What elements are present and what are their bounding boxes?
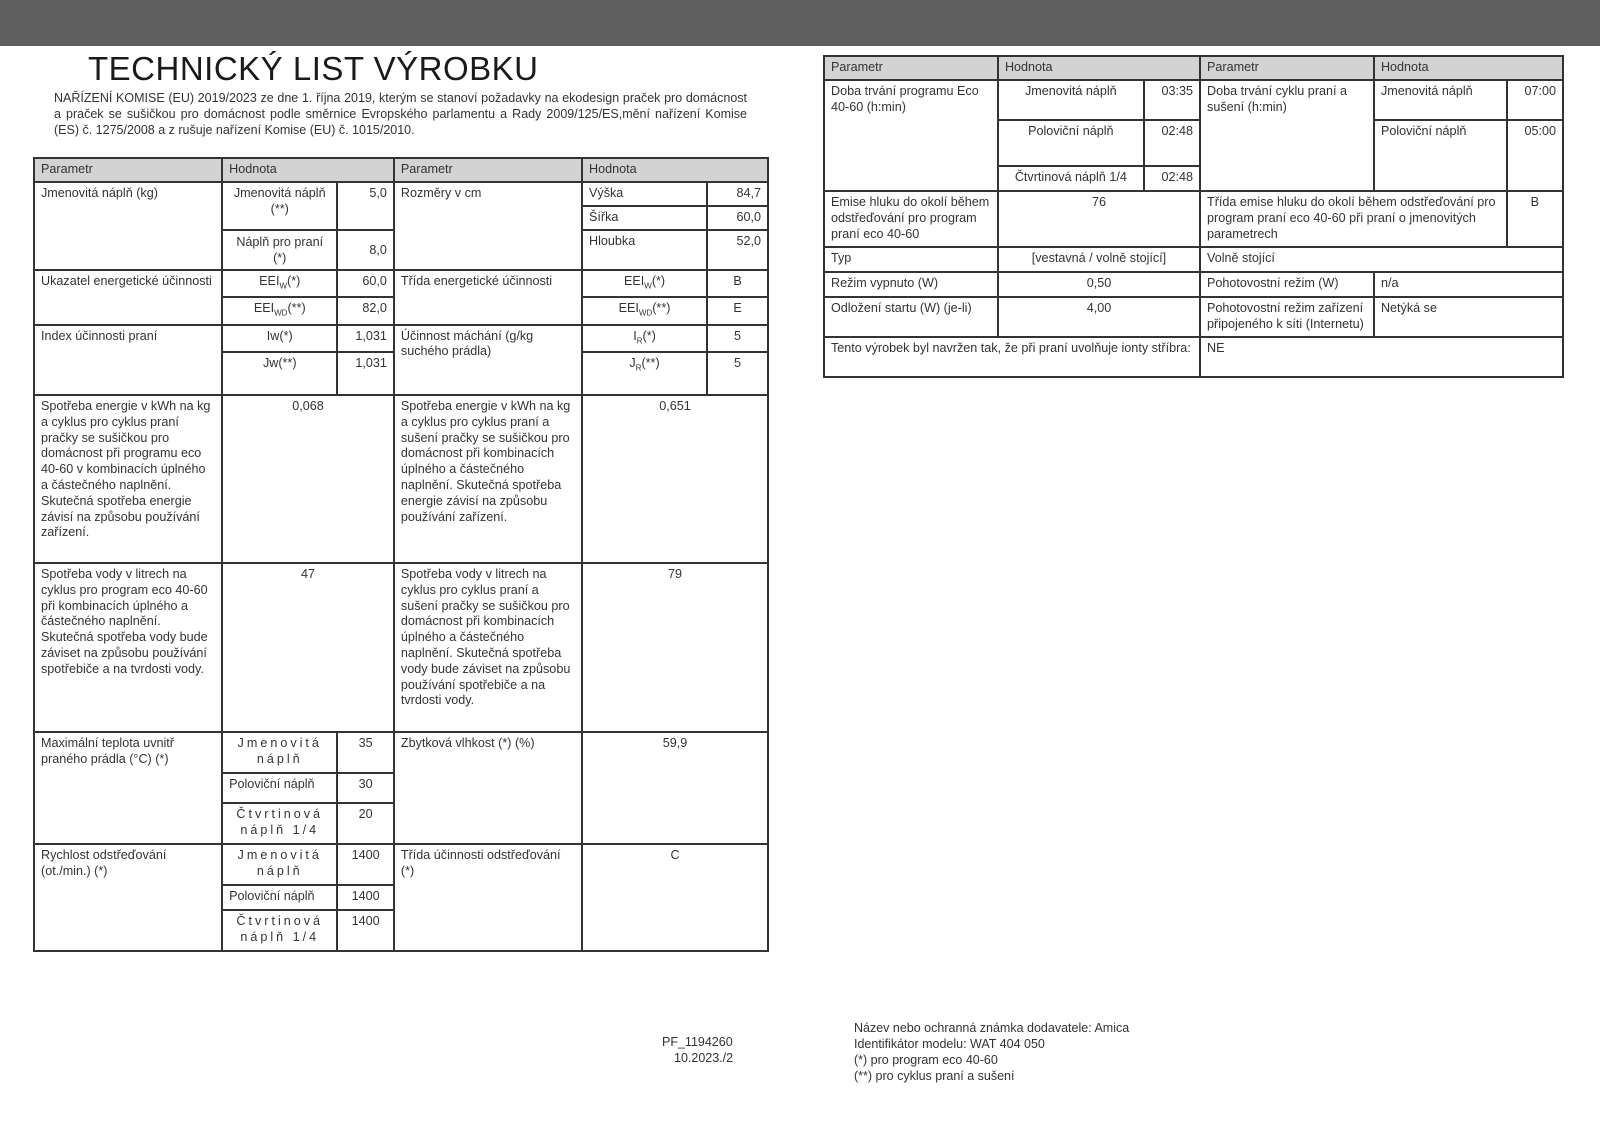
table-row	[824, 272, 1563, 297]
energy-wd-value: 0,651	[582, 395, 768, 563]
table-row	[34, 395, 768, 563]
noise-label: Emise hluku do okolí během odstřeďování pro program praní eco 40-60	[824, 191, 998, 247]
temp-half-label: Poloviční náplň	[222, 773, 337, 803]
eco-duration-label: Doba trvání programu Eco 40-60 (h:min)	[824, 80, 998, 191]
eco-quarter-value: 02:48	[1144, 166, 1200, 191]
ir-label: $I_R(*)$	[582, 325, 707, 352]
spin-rated-value: 1400	[337, 844, 394, 885]
noise-class-value: B	[1507, 191, 1563, 247]
delay-start-value: 4,00	[998, 297, 1200, 337]
spin-half-label: Poloviční náplň	[222, 885, 337, 910]
water-wash-label: Spotřeba vody v litrech na cyklus pro program eco 40-60 při kombinacích úplného a částečného naplnění. Skutečná spotřeba vody bude záviset na způsobu používání spotřebiče a na tvrdosti vody.	[34, 563, 222, 732]
off-mode-value: 0,50	[998, 272, 1200, 297]
silver-ions-label: Tento výrobek byl navržen tak, že při praní uvolňuje ionty stříbra:	[824, 337, 1200, 377]
spin-label: Rychlost odstřeďování (ot./min.) (*)	[34, 844, 222, 951]
energy-wash-label: Spotřeba energie v kWh na kg a cyklus pro cyklus praní pračky se sušičkou pro domácnost při programu eco 40-60 v kombinacích úplného a částečného naplnění. Skutečná spotřeba energie závisí na způsobu používání zařízení.	[34, 395, 222, 563]
eco-rated-value: 03:35	[1144, 80, 1200, 120]
footnote-eco: (*) pro program eco 40-60	[854, 1053, 998, 1067]
eei-wd-label: $EEI_{WD}(**)$	[222, 297, 337, 324]
eco-rated-label: Jmenovitá náplň	[998, 80, 1144, 120]
silver-ions-value: NE	[1200, 337, 1563, 377]
off-mode-label: Režim vypnuto (W)	[824, 272, 998, 297]
height-label: Výška	[582, 182, 707, 206]
dimensions-label: Rozměry v cm	[394, 182, 582, 270]
eco-half-value: 02:48	[1144, 120, 1200, 166]
wd-half-label: Poloviční náplň	[1374, 120, 1507, 191]
type-label: Typ	[824, 247, 998, 272]
temp-quarter-label: Čtvrtinová náplň 1/4	[222, 803, 337, 844]
table-header-row	[34, 158, 768, 182]
header-value: Hodnota	[998, 56, 1200, 80]
rated-capacity-label: Jmenovitá náplň (kg)	[34, 182, 222, 270]
moisture-value: 59,9	[582, 732, 768, 844]
eei-w-label: $EEI_W(*)$	[222, 270, 337, 297]
network-standby-value: Netýká se	[1374, 297, 1563, 337]
energy-wd-label: Spotřeba energie v kWh na kg a cyklus pro cyklus praní a sušení pračky se sušičkou pro domácnost při kombinacích úplného a částečného naplnění. Skutečná spotřeba energie závisí na způsobu používání zařízení.	[394, 395, 582, 563]
delay-start-label: Odložení startu (W) (je-li)	[824, 297, 998, 337]
spin-quarter-value: 1400	[337, 910, 394, 951]
water-wd-value: 79	[582, 563, 768, 732]
footnote-wash-dry: (**) pro cyklus praní a sušení	[854, 1069, 1015, 1083]
jw-label: Jw(**)	[222, 352, 337, 395]
table-row	[34, 732, 768, 773]
noise-value: 76	[998, 191, 1200, 247]
table-row	[824, 337, 1563, 377]
type-value: Volně stojící	[1200, 247, 1563, 272]
wd-duration-label: Doba trvání cyklu praní a sušení (h:min)	[1200, 80, 1374, 191]
header-param-2: Parametr	[1200, 56, 1374, 80]
header-param: Parametr	[824, 56, 998, 80]
depth-value: 52,0	[707, 230, 768, 270]
temp-quarter-value: 20	[337, 803, 394, 844]
energy-class-label: Třída energetické účinnosti	[394, 270, 582, 325]
energy-class-wd-value: E	[707, 297, 768, 324]
height-value: 84,7	[707, 182, 768, 206]
energy-class-wd-label: $EEI_{WD}(**)$	[582, 297, 707, 324]
left-spec-table	[33, 157, 769, 952]
spin-rated-label: Jmenovitá náplň	[222, 844, 337, 885]
standby-label: Pohotovostní režim (W)	[1200, 272, 1374, 297]
temp-rated-value: 35	[337, 732, 394, 773]
table-header-row	[824, 56, 1563, 80]
eei-label: Ukazatel energetické účinnosti	[34, 270, 222, 325]
supplier-info	[854, 1020, 1129, 1084]
right-spec-table	[823, 55, 1564, 378]
table-row	[34, 270, 768, 297]
document-code	[662, 1034, 733, 1066]
table-row	[34, 844, 768, 885]
table-row	[34, 182, 768, 206]
page-title: TECHNICKÝ LIST VÝROBKU	[88, 50, 539, 87]
rated-capacity-dry-value: 8,0	[337, 230, 394, 270]
type-options: [vestavná / volně stojící]	[998, 247, 1200, 272]
spin-class-value: C	[582, 844, 768, 951]
energy-class-w-value: B	[707, 270, 768, 297]
table-row	[824, 297, 1563, 337]
noise-class-label: Třída emise hluku do okolí během odstřeďování pro program praní eco 40-60 při praní o jmenovitých parametrech	[1200, 191, 1507, 247]
header-param: Parametr	[34, 158, 222, 182]
spin-quarter-label: Čtvrtinová náplň 1/4	[222, 910, 337, 951]
eei-wd-value: 82,0	[337, 297, 394, 324]
energy-class-w-label: $EEI_W(*)$	[582, 270, 707, 297]
rated-capacity-dry-label: Náplň pro praní (*)	[222, 230, 337, 270]
revision-date: 10.2023./2	[674, 1051, 734, 1065]
temp-rated-label: Jmenovitá náplň	[222, 732, 337, 773]
rated-capacity-wash-value: 5,0	[337, 182, 394, 230]
energy-wash-value: 0,068	[222, 395, 394, 563]
jr-value: 5	[707, 352, 768, 395]
eei-w-value: 60,0	[337, 270, 394, 297]
wd-half-value: 05:00	[1507, 120, 1563, 191]
spin-half-value: 1400	[337, 885, 394, 910]
jr-label: $J_R(**)$	[582, 352, 707, 395]
rated-capacity-wash-label: Jmenovitá náplň (**)	[222, 182, 337, 230]
product-code: PF_1194260	[662, 1035, 733, 1049]
table-row	[824, 80, 1563, 120]
supplier-name: Název nebo ochranná známka dodavatele: Amica	[854, 1021, 1130, 1035]
header-value-2: Hodnota	[1374, 56, 1563, 80]
iw-label: Iw(*)	[222, 325, 337, 352]
ir-value: 5	[707, 325, 768, 352]
jw-value: 1,031	[337, 352, 394, 395]
header-value-2: Hodnota	[582, 158, 768, 182]
network-standby-label: Pohotovostní režim zařízení připojeného k síti (Internetu)	[1200, 297, 1374, 337]
depth-label: Hloubka	[582, 230, 707, 270]
eco-half-label: Poloviční náplň	[998, 120, 1144, 166]
width-value: 60,0	[707, 206, 768, 230]
iw-value: 1,031	[337, 325, 394, 352]
model-identifier: Identifikátor modelu: WAT 404 050	[854, 1037, 1045, 1051]
wd-rated-label: Jmenovitá náplň	[1374, 80, 1507, 120]
top-bar	[0, 0, 1600, 46]
table-row	[34, 325, 768, 352]
max-temp-label: Maximální teplota uvnitř praného prádla (°C) (*)	[34, 732, 222, 844]
water-wd-label: Spotřeba vody v litrech na cyklus pro cyklus praní a sušení pračky se sušičkou pro domácnost při kombinacích úplného a částečného naplnění. Skutečná spotřeba vody bude záviset na způsobu používání spotřebiče a na tvrdosti vody.	[394, 563, 582, 732]
header-param-2: Parametr	[394, 158, 582, 182]
header-value: Hodnota	[222, 158, 394, 182]
eco-quarter-label: Čtvrtinová náplň 1/4	[998, 166, 1144, 191]
spin-class-label: Třída účinnosti odstřeďování (*)	[394, 844, 582, 951]
table-row	[824, 191, 1563, 247]
standby-value: n/a	[1374, 272, 1563, 297]
table-row	[34, 563, 768, 732]
water-wash-value: 47	[222, 563, 394, 732]
wash-index-label: Index účinnosti praní	[34, 325, 222, 395]
rinse-label: Účinnost máchání (g/kg suchého prádla)	[394, 325, 582, 395]
temp-half-value: 30	[337, 773, 394, 803]
wd-rated-value: 07:00	[1507, 80, 1563, 120]
width-label: Šířka	[582, 206, 707, 230]
regulation-intro: NAŘÍZENÍ KOMISE (EU) 2019/2023 ze dne 1. října 2019, kterým se stanoví požadavky na ekodesign praček pro domácnost a praček se sušičkou pro domácnost podle směrnice Evropského parlamentu a Rady 2009/125/ES,mění nařízení Komise (ES) č. 1275/2008 a z rušuje nařízení Komise (EU) č. 1015/2010.	[54, 91, 747, 137]
moisture-label: Zbytková vlhkost (*) (%)	[394, 732, 582, 844]
table-row	[824, 247, 1563, 272]
